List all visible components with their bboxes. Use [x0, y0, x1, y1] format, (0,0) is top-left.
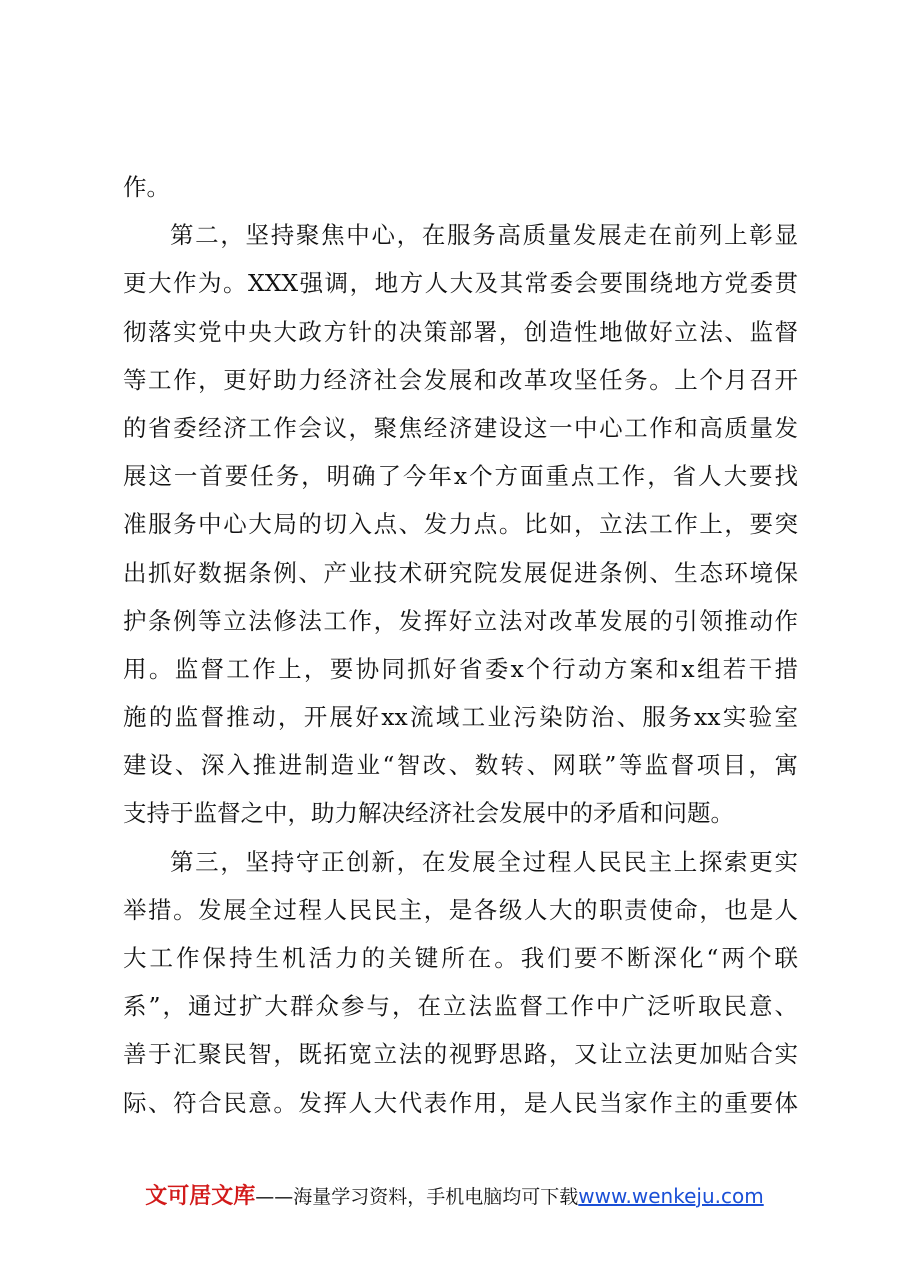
paragraph-line: 施的监督推动，开展好xx流域工业污染防治、服务xx实验室	[123, 703, 798, 732]
website-link[interactable]: www.wenkeju.com	[578, 1184, 764, 1208]
paragraph-line: 用。监督工作上，要协同抓好省委x个行动方案和x组若干措	[123, 654, 798, 683]
paragraph-line: 出抓好数据条例、产业技术研究院发展促进条例、生态环境保	[123, 558, 798, 587]
paragraph-line: 系”，通过扩大群众参与，在立法监督工作中广泛听取民意、	[123, 992, 798, 1021]
paragraph-line: 大工作保持生机活力的关键所在。我们要不断深化“两个联	[123, 944, 798, 972]
paragraph-line: 建设、深入推进制造业“智改、数转、网联”等监督项目，寓	[123, 751, 798, 780]
paragraph-line: 准服务中心大局的切入点、发力点。比如，立法工作上，要突	[123, 510, 798, 539]
paragraph-line: 更大作为。XXX强调，地方人大及其常委会要围绕地方党委贯	[123, 269, 798, 298]
paragraph-line: 第二，坚持聚焦中心，在服务高质量发展走在前列上彰显	[170, 221, 798, 250]
footer-slogan: ——海量学习资料，手机电脑均可下载	[255, 1186, 579, 1208]
paragraph-line: 展这一首要任务，明确了今年x个方面重点工作，省人大要找	[123, 462, 798, 491]
paragraph-line: 的省委经济工作会议，聚焦经济建设这一中心工作和高质量发	[123, 413, 798, 442]
paragraph-line: 善于汇聚民智，既拓宽立法的视野思路，又让立法更加贴合实	[123, 1040, 798, 1069]
brand-name: 文可居文库	[145, 1184, 256, 1209]
paragraph-line: 等工作，更好助力经济社会发展和改革攻坚任务。上个月召开	[123, 365, 798, 394]
paragraph-line: 作。	[123, 173, 170, 201]
document-body	[123, 163, 798, 1127]
paragraph-line: 第三，坚持守正创新，在发展全过程人民民主上探索更实	[170, 847, 798, 876]
paragraph-line: 支持于监督之中，助力解决经济社会发展中的矛盾和问题。	[123, 799, 734, 828]
footer-banner	[0, 1181, 909, 1212]
paragraph-line: 举措。发展全过程人民民主，是各级人大的职责使命，也是人	[123, 895, 798, 924]
paragraph-line: 护条例等立法修法工作，发挥好立法对改革发展的引领推动作	[123, 606, 798, 635]
paragraph-line: 际、符合民意。发挥人大代表作用，是人民当家作主的重要体	[123, 1088, 798, 1117]
paragraph-line: 彻落实党中央大政方针的决策部署，创造性地做好立法、监督	[123, 317, 798, 346]
